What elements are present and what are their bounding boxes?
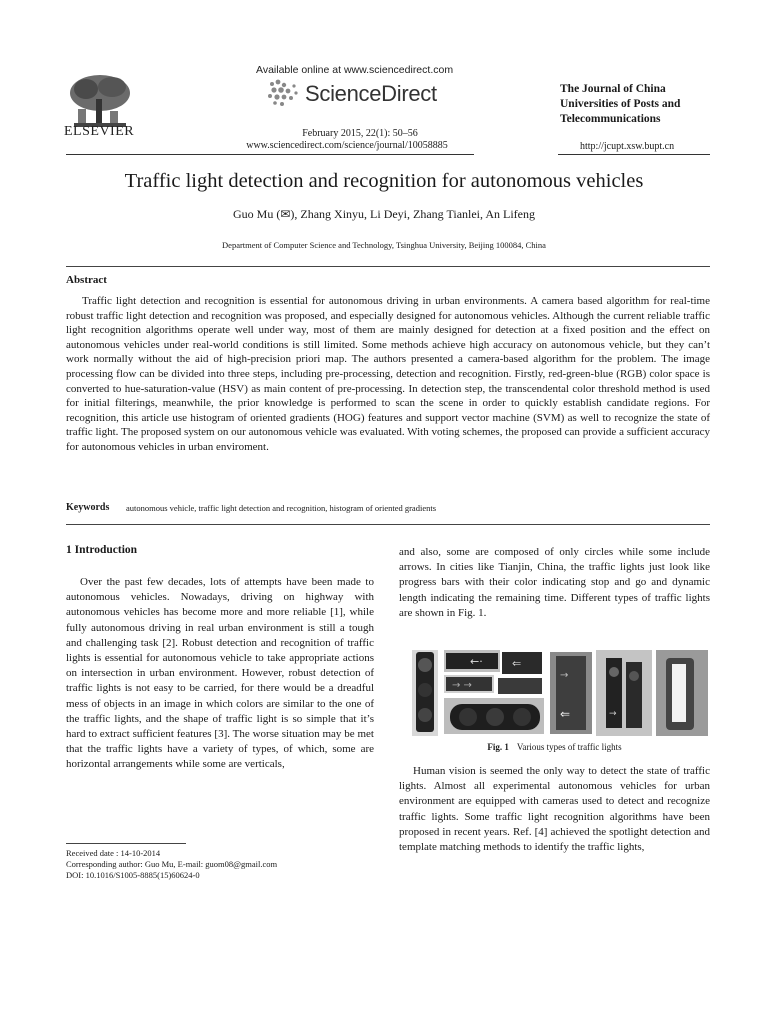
abstract-bottom-rule xyxy=(66,524,710,525)
publisher-name: ELSEVIER xyxy=(64,124,135,139)
svg-text:→ →: → → xyxy=(452,680,472,691)
svg-text:⇐: ⇐ xyxy=(560,707,571,721)
available-online-text: Available online at www.sciencedirect.com xyxy=(256,64,454,76)
publication-date: February 2015, 22(1): 50–56 xyxy=(302,128,418,139)
footnote-rule xyxy=(66,843,186,844)
intro-right-paragraph-2: Human vision is seemed the only way to detect the state of traffic lights. Almost all experimental autonomous vehicles for urban environment are equipped with cameras used to detect and recognize traffic lights. Some traffic light recognition algorithms have been proposed in recent years. Ref. [4] achieved the spotlight detection and template matching methods to identify the traffic lights, xyxy=(399,765,710,854)
figure-caption xyxy=(399,742,710,752)
header-rule-right xyxy=(558,154,710,155)
journal-url[interactable]: http://jcupt.xsw.bupt.cn xyxy=(580,141,675,152)
intro-right-paragraph-1: and also, some are composed of only circles while some include arrows. In cities like Tianjin, China, the traffic lights just look like progress bars with their color indicating stop and go and dynamic length indicating the remaining time. Different types of traffic lights are shown in Fig. 1. xyxy=(399,546,710,619)
figure-label: Fig. 1 xyxy=(487,742,509,752)
traffic-lights-figure xyxy=(410,648,710,738)
publication-url[interactable]: www.sciencedirect.com/science/journal/10058885 xyxy=(246,140,448,151)
affiliation: Department of Computer Science and Technology, Tsinghua University, Beijing 100084, China xyxy=(222,240,546,250)
author-list: Guo Mu (✉), Zhang Xinyu, Li Deyi, Zhang Tianlei, An Lifeng xyxy=(232,207,536,221)
keywords-heading: Keywords xyxy=(66,502,110,513)
keywords-list: autonomous vehicle, traffic light detection and recognition, histogram of oriented gradients xyxy=(126,503,437,513)
abstract-heading: Abstract xyxy=(66,274,107,286)
svg-text:→: → xyxy=(560,670,569,681)
header-rule-left xyxy=(66,154,474,155)
paper-title: Traffic light detection and recognition for autonomous vehicles xyxy=(124,170,644,192)
svg-text:⇐: ⇐ xyxy=(512,657,522,670)
figure-caption-text: Various types of traffic lights xyxy=(516,742,622,752)
journal-name: The Journal of China Universities of Posts and Telecommunications xyxy=(560,83,681,125)
sciencedirect-wordmark: ScienceDirect xyxy=(305,81,437,106)
svg-text:←·: ←· xyxy=(470,655,483,668)
section-heading-introduction: 1 Introduction xyxy=(66,544,138,556)
doi[interactable]: DOI: 10.1016/S1005-8885(15)60624-0 xyxy=(66,870,200,880)
svg-text:→: → xyxy=(609,709,617,719)
abstract-top-rule xyxy=(66,266,710,267)
received-date: Received date : 14-10-2014 xyxy=(66,848,161,858)
abstract-body: Traffic light detection and recognition is essential for autonomous driving in urban environments. A camera based algorithm for real-time robust traffic light detection and recognition was proposed, and especially designed for autonomous vehicles. Although the current reliable traffic light recognition algorithms operate well under way, most of them are mainly designed for detection at a fixed position and the effect on autonomous vehicles under real-world conditions is still limited. Some methods achieve high accuracy on autonomous vehicle, but they can’t work normally without the aid of high-precision priori map. The authors presented a camera-based algorithm for the problem. The image processing flow can be divided into three steps, including pre-processing, detection and recognition. Firstly, red-green-blue (RGB) color space is converted to hue-saturation-value (HSV) as main content of pre-processing. In detection step, the transcendental color threshold method is used for initial filterings, meanwhile, the prior knowledge is performed to scan the scene in order to quickly establish candidate regions. For recognition, this article use histogram of oriented gradients (HOG) features and support vector machine (SVM) as well to recognize the state of traffic light. The proposed system on our autonomous vehicle was evaluated. With voting schemes, the proposed can provide a sufficient accuracy for autonomous vehicles in urban enviroment. xyxy=(66,295,710,453)
intro-left-paragraph: Over the past few decades, lots of attempts have been made to autonomous vehicles. Nowadays, driving on highway with autonomous vehicles has become more and more reliable [1], while fully autonomous driving in real urban environment is still a tough and challenging task [2]. Robust detection and recognition of traffic lights is essential for autonomous vehicle to take appropriate actions on intersection in urban environment. However, robust detection of traffic lights is not easy to be carried, for there would be a dreadful mess of objects in an image in which colors are similar to the one of the traffic lights, and the shape of traffic light is so simple that it’s hard to extract sufficient features [3]. The worse situation may be met that the traffic lights have a variety of types, of which, some are horizontal arrangements while some are verticals, xyxy=(66,576,374,771)
corresponding-author: Corresponding author: Guo Mu, E-mail: guom08@gmail.com xyxy=(66,859,278,869)
